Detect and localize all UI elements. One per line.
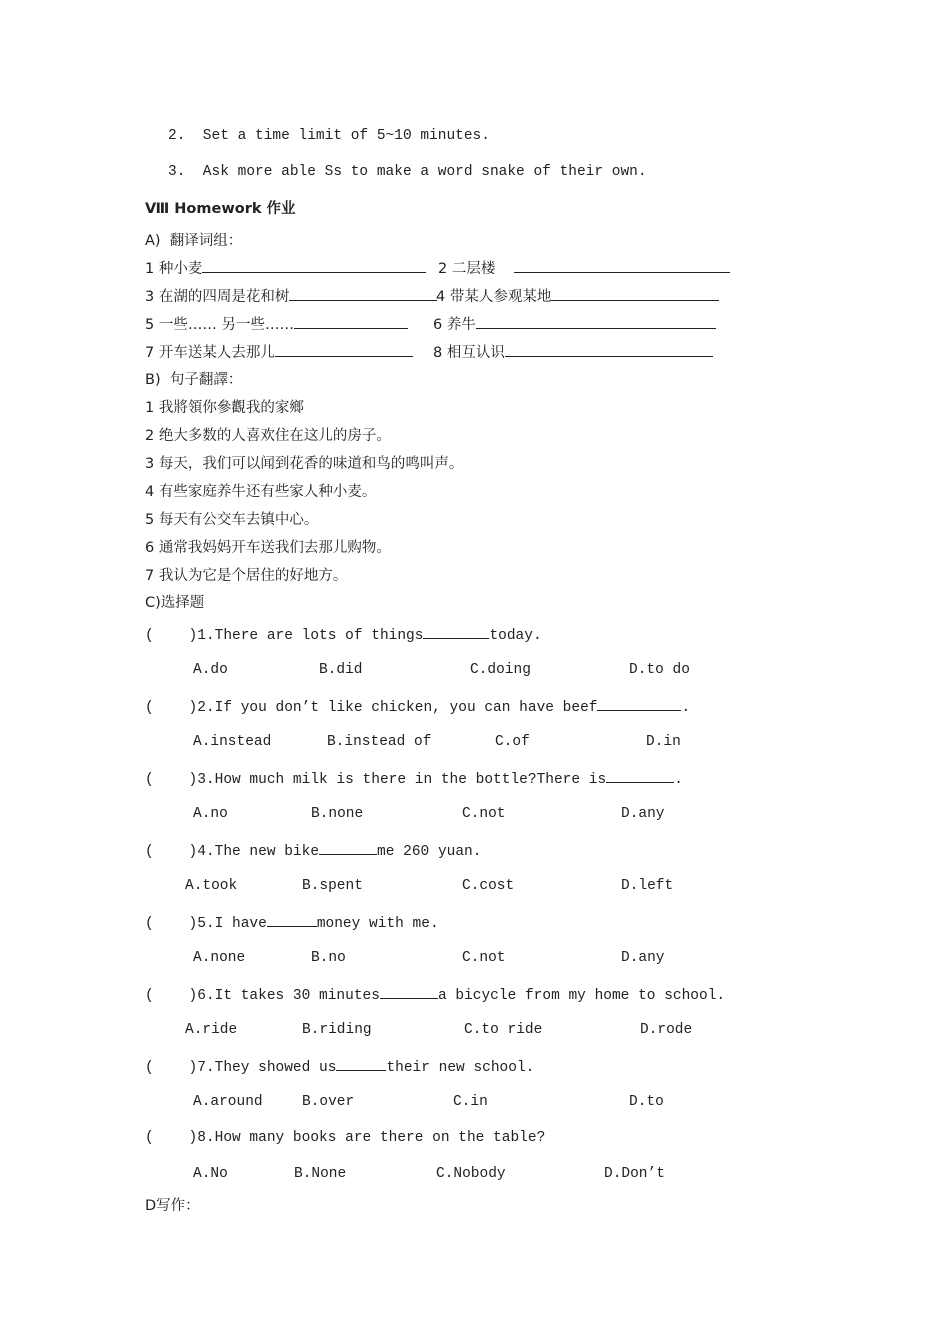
phrase-4: 4 带某人参观某地 — [436, 286, 719, 307]
question-8: ( )8.How many books are there on the table? — [145, 1130, 546, 1146]
option-c[interactable]: C.in — [453, 1094, 488, 1110]
option-a[interactable]: A.around — [193, 1094, 263, 1110]
section-c-title: C)选择题 — [145, 595, 205, 611]
option-c[interactable]: C.cost — [462, 878, 515, 894]
option-a[interactable]: A.none — [193, 950, 246, 966]
sentence-5: 5 每天有公交车去镇中心。 — [145, 512, 319, 528]
option-c[interactable]: C.of — [495, 734, 530, 750]
option-d[interactable]: D.any — [621, 806, 665, 822]
sentence-4: 4 有些家庭养牛还有些家人种小麦。 — [145, 484, 377, 500]
answer-blank[interactable] — [551, 286, 719, 301]
phrase-8: 8 相互认识 — [433, 342, 713, 363]
option-b[interactable]: B.no — [311, 950, 346, 966]
option-a[interactable]: A.ride — [185, 1022, 238, 1038]
question-3: ( )3.How much milk is there in the bottle?There is . — [145, 768, 683, 790]
option-d[interactable]: D.Don’t — [604, 1166, 665, 1182]
answer-blank[interactable] — [275, 342, 413, 357]
option-c[interactable]: C.to ride — [464, 1022, 543, 1038]
option-d[interactable]: D.to do — [629, 662, 690, 678]
option-d[interactable]: D.rode — [640, 1022, 693, 1038]
option-d[interactable]: D.left — [621, 878, 674, 894]
option-c[interactable]: C.not — [462, 806, 506, 822]
answer-blank[interactable] — [294, 314, 408, 329]
answer-blank[interactable] — [267, 912, 317, 927]
step-3: 3. Ask more able Ss to make a word snake of their own. — [168, 164, 647, 180]
phrase-1: 1 种小麦 — [145, 258, 426, 279]
option-c[interactable]: C.not — [462, 950, 506, 966]
answer-blank[interactable] — [476, 314, 716, 329]
homework-heading: Ⅷ Homework 作业 — [145, 201, 296, 217]
option-b[interactable]: B.None — [294, 1166, 347, 1182]
question-5: ( )5.I have money with me. — [145, 912, 439, 934]
option-d[interactable]: D.to — [629, 1094, 664, 1110]
section-a-title: A) 翻译词组： — [145, 233, 243, 249]
option-b[interactable]: B.riding — [302, 1022, 372, 1038]
section-b-title: B) 句子翻譯： — [145, 372, 243, 388]
question-1: ( )1.There are lots of things today. — [145, 624, 542, 646]
sentence-1: 1 我將領你參觀我的家鄉 — [145, 400, 304, 416]
option-b[interactable]: B.spent — [302, 878, 363, 894]
question-2: ( )2.If you don’t like chicken, you can have beef . — [145, 696, 690, 718]
option-a[interactable]: A.No — [193, 1166, 228, 1182]
phrase-6: 6 养牛 — [433, 314, 716, 335]
option-b[interactable]: B.instead of — [327, 734, 432, 750]
phrase-2: 2 二层楼 — [438, 258, 730, 279]
answer-blank[interactable] — [423, 624, 489, 639]
option-c[interactable]: C.Nobody — [436, 1166, 506, 1182]
answer-blank[interactable] — [606, 768, 674, 783]
sentence-3: 3 每天，我们可以闻到花香的味道和鸟的鸣叫声。 — [145, 456, 464, 472]
answer-blank[interactable] — [505, 342, 713, 357]
step-2: 2. Set a time limit of 5~10 minutes. — [168, 128, 490, 144]
section-d-title: D写作： — [145, 1198, 200, 1214]
option-d[interactable]: D.in — [646, 734, 681, 750]
answer-blank[interactable] — [289, 286, 437, 301]
option-d[interactable]: D.any — [621, 950, 665, 966]
phrase-3: 3 在湖的四周是花和树 — [145, 286, 437, 307]
sentence-6: 6 通常我妈妈开车送我们去那儿购物。 — [145, 540, 391, 556]
option-b[interactable]: B.none — [311, 806, 364, 822]
option-c[interactable]: C.doing — [470, 662, 531, 678]
option-a[interactable]: A.do — [193, 662, 228, 678]
question-7: ( )7.They showed us their new school. — [145, 1056, 534, 1078]
phrase-7: 7 开车送某人去那儿 — [145, 342, 413, 363]
question-6: ( )6.It takes 30 minutes a bicycle from my home to school. — [145, 984, 725, 1006]
sentence-7: 7 我认为它是个居住的好地方。 — [145, 568, 348, 584]
option-a[interactable]: A.no — [193, 806, 228, 822]
option-b[interactable]: B.over — [302, 1094, 355, 1110]
option-a[interactable]: A.took — [185, 878, 238, 894]
answer-blank[interactable] — [514, 258, 730, 273]
answer-blank[interactable] — [380, 984, 438, 999]
option-a[interactable]: A.instead — [193, 734, 272, 750]
answer-blank[interactable] — [202, 258, 426, 273]
answer-blank[interactable] — [319, 840, 377, 855]
phrase-5: 5 一些…… 另一些…… — [145, 314, 408, 335]
answer-blank[interactable] — [336, 1056, 386, 1071]
question-4: ( )4.The new bike me 260 yuan. — [145, 840, 481, 862]
sentence-2: 2 绝大多数的人喜欢住在这儿的房子。 — [145, 428, 391, 444]
option-b[interactable]: B.did — [319, 662, 363, 678]
answer-blank[interactable] — [597, 696, 681, 711]
